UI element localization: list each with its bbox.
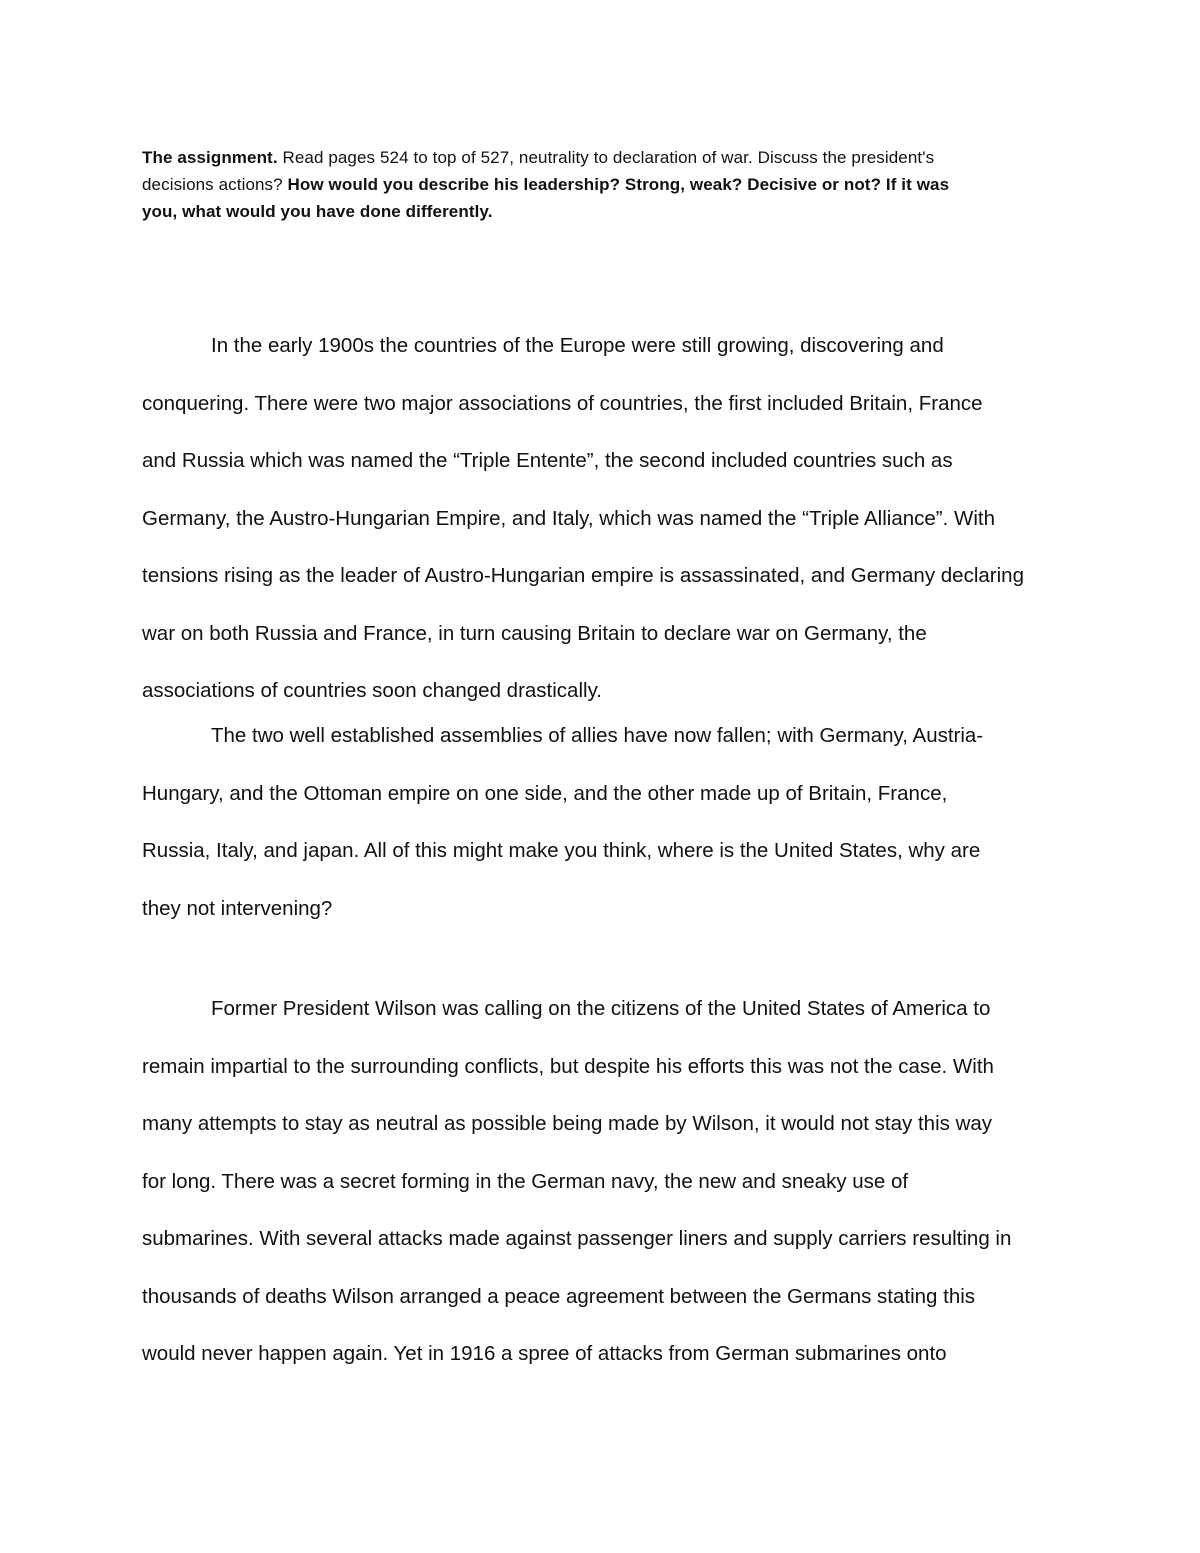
paragraph-3-line: remain impartial to the surrounding conflicts, but despite his efforts this was not the case. With [142, 1054, 994, 1078]
paragraph-1-line: war on both Russia and France, in turn causing Britain to declare war on Germany, the [142, 621, 927, 645]
paragraph-2-line: The two well established assemblies of allies have now fallen; with Germany, Austria- [211, 724, 984, 747]
assignment-prompt [142, 144, 1057, 225]
paragraph-2-line: Russia, Italy, and japan. All of this might make you think, where is the United States, why are [142, 839, 981, 862]
paragraph-3-text [142, 980, 1062, 1383]
paragraph-1-line: and Russia which was named the “Triple Entente”, the second included countries such as [142, 449, 953, 472]
paragraph-3-line: thousands of deaths Wilson arranged a peace agreement between the Germans stating this [142, 1284, 976, 1308]
paragraph-2-line: Hungary, and the Ottoman empire on one side, and the other made up of Britain, France, [142, 781, 948, 805]
paragraph-2-text [142, 707, 1062, 937]
essay-paragraph-3 [142, 980, 1062, 1383]
essay-paragraph-2 [142, 707, 1062, 937]
assignment-line-2 [142, 171, 1057, 198]
paragraph-3-line: Former President Wilson was calling on the citizens of the United States of America to [211, 997, 991, 1020]
paragraph-1-text [142, 317, 1062, 720]
paragraph-1-line: associations of countries soon changed drastically. [142, 679, 602, 702]
paragraph-1-line: In the early 1900s the countries of the Europe were still growing, discovering and [211, 334, 944, 357]
paragraph-3-line: for long. There was a secret forming in the German navy, the new and sneaky use of [142, 1169, 909, 1193]
assignment-text-1: Read pages 524 to top of 527, neutrality to declaration of war. Discuss the president's [277, 148, 935, 167]
assignment-questions-1: How would you describe his leadership? Strong, weak? Decisive or not? If it was [282, 175, 950, 194]
assignment-text-2: decisions actions? [142, 175, 283, 194]
paragraph-1-line: Germany, the Austro-Hungarian Empire, and Italy, which was named the “Triple Alliance”. With [142, 506, 996, 530]
paragraph-3-line: many attempts to stay as neutral as possible being made by Wilson, it would not stay this way [142, 1112, 993, 1135]
paragraph-3-line: submarines. With several attacks made against passenger liners and supply carriers resulting in [142, 1227, 1012, 1250]
assignment-questions-2: you, what would you have done differently. [142, 202, 493, 221]
assignment-line-1 [142, 144, 1057, 171]
paragraph-3-line: would never happen again. Yet in 1916 a spree of attacks from German submarines onto [142, 1342, 947, 1365]
paragraph-2-line: they not intervening? [142, 896, 333, 920]
essay-paragraph-1 [142, 317, 1062, 720]
paragraph-1-line: conquering. There were two major associations of countries, the first included Britain, France [142, 391, 983, 415]
assignment-label: The assignment. [142, 148, 278, 167]
paragraph-1-line: tensions rising as the leader of Austro-Hungarian empire is assassinated, and Germany declaring [142, 564, 1024, 587]
